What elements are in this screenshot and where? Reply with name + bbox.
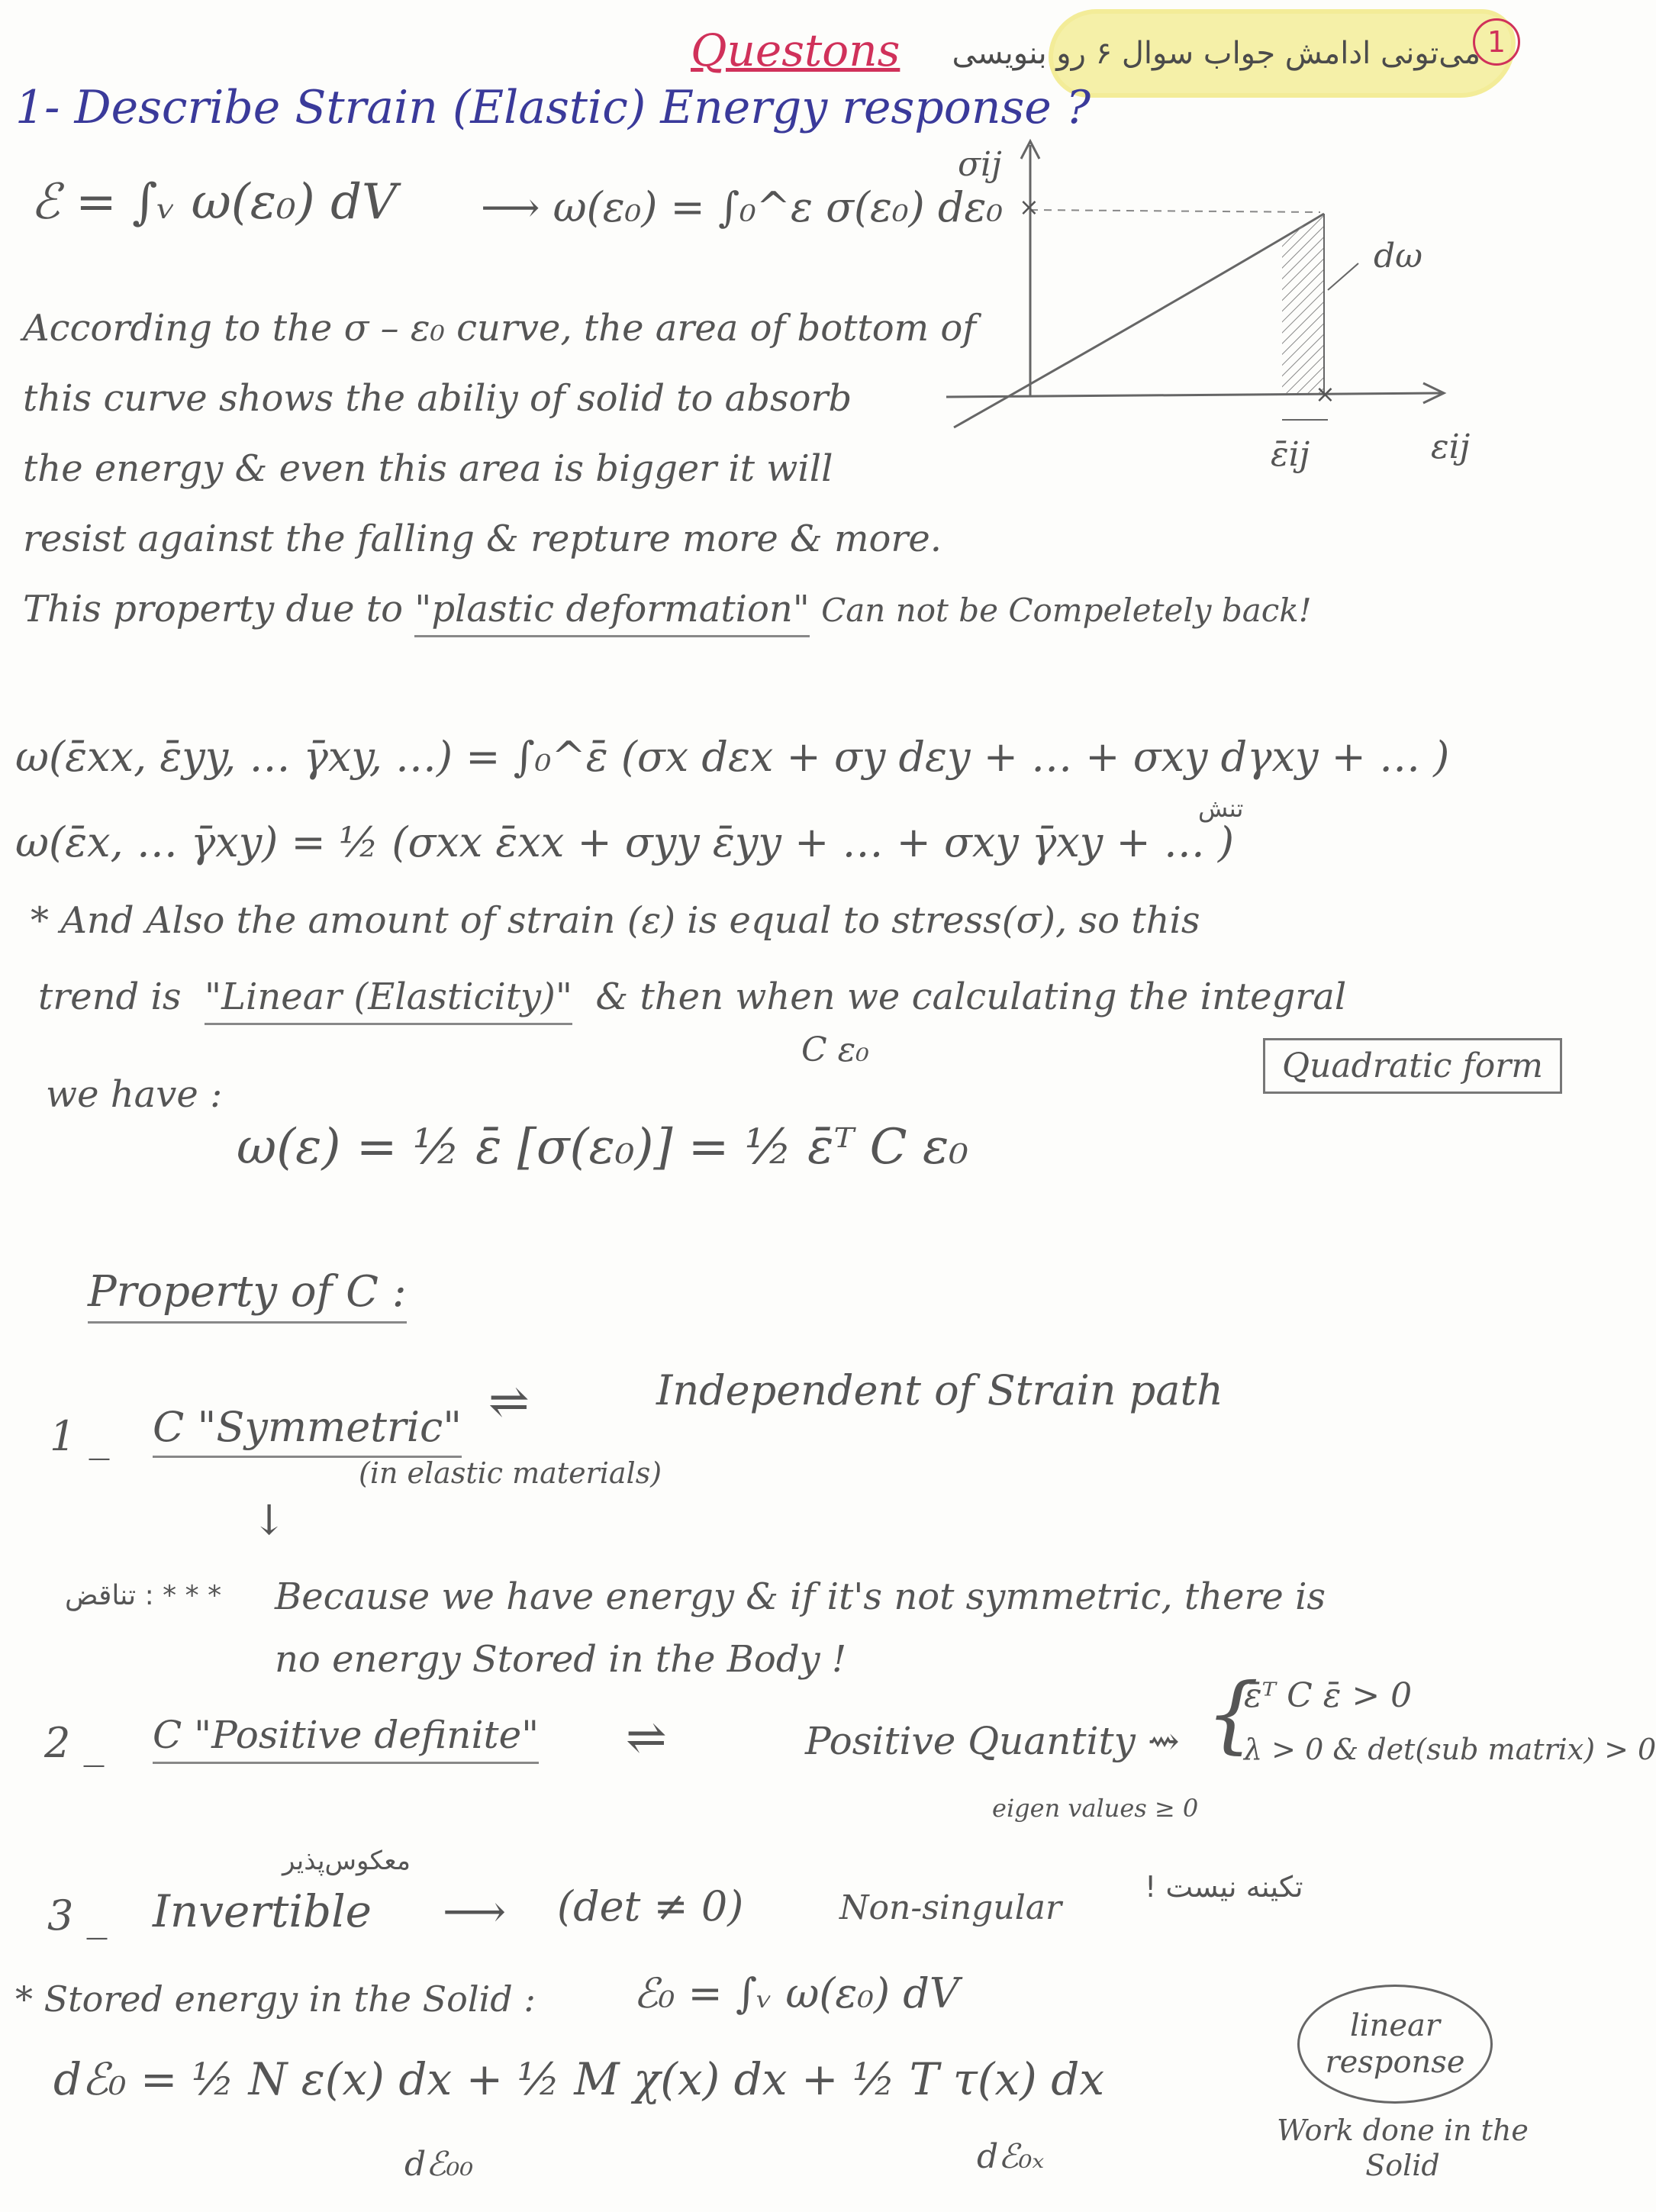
energy-shaded-area bbox=[1282, 214, 1324, 393]
then-calculating: & then when we calculating the integral bbox=[595, 975, 1347, 1018]
differential-subscript-2: dℰ₀ₓ bbox=[977, 2137, 1045, 2176]
strain-energy-general-equation: ω(ε̄xx, ε̄yy, … γ̄xy, …) = ∫₀^ε̄ (σx dεx + σy dεy + … + σxy dγxy + … ) bbox=[15, 733, 1450, 781]
property-1-number: 1 _ bbox=[50, 1412, 110, 1460]
property-2-number: 2 _ bbox=[44, 1719, 105, 1767]
property-3-persian-top: معکوس‌پذیر bbox=[282, 1846, 411, 1876]
property-heading: Property of C : bbox=[88, 1267, 407, 1324]
property-2-label: C "Positive definite" bbox=[153, 1713, 539, 1764]
property-2-condition-2: λ > 0 & det(sub matrix) > 0 bbox=[1244, 1733, 1656, 1766]
equivalence-arrow-2-icon: ⇌ bbox=[626, 1710, 667, 1766]
tick-mark: × bbox=[1019, 192, 1039, 221]
linear-response-oval: linear response bbox=[1297, 1985, 1493, 2104]
property-1-reason-1: Because we have energy & if it's not symmetric, there is bbox=[275, 1575, 1326, 1618]
property-2-condition-1: ε̄ᵀ C ε̄ > 0 bbox=[1244, 1676, 1413, 1715]
graph-xlabel: εij bbox=[1431, 427, 1471, 466]
we-have-label: we have : bbox=[46, 1073, 223, 1116]
graph-area-label: dω bbox=[1374, 237, 1423, 276]
property-1-reason-2: no energy Stored in the Body ! bbox=[275, 1638, 847, 1681]
differential-subscript-1: dℰ₀₀ bbox=[404, 2145, 474, 2184]
property-3-label: Invertible bbox=[153, 1885, 372, 1937]
paragraph-1-line-1: According to the σ – ε₀ curve, the area of bottom of bbox=[23, 307, 977, 350]
trend-is: trend is bbox=[38, 975, 182, 1018]
work-done-note bbox=[1273, 2113, 1532, 2183]
paragraph-2-line-1: * And Also the amount of strain (ε) is equal to stress(σ), so this bbox=[31, 899, 1200, 942]
energy-density-formula: ω(ε₀) = ∫₀^ε σ(ε₀) dε₀ bbox=[553, 183, 1004, 231]
plastic-deformation-term: "plastic deformation" bbox=[414, 588, 810, 637]
paragraph-1-line-2: this curve shows the abiliy of solid to absorb bbox=[23, 377, 852, 420]
graph-ylabel: σij bbox=[958, 145, 1002, 184]
arrow-icon: ⟶ bbox=[481, 183, 553, 231]
guide-line bbox=[1030, 210, 1320, 212]
sticky-note bbox=[952, 14, 1511, 93]
pointer-line bbox=[1328, 263, 1358, 290]
quadratic-form-box: Quadratic form bbox=[1263, 1038, 1562, 1094]
property-3-number: 3 _ bbox=[47, 1891, 108, 1940]
paragraph-1-line-3: the energy & even this area is bigger it will bbox=[23, 447, 833, 490]
property-1-persian: * * * : تناقض bbox=[65, 1580, 222, 1611]
page-number: 1 bbox=[1473, 18, 1520, 66]
stored-energy-line: * Stored energy in the Solid : bbox=[15, 1978, 536, 2020]
paragraph-1-line-4: resist against the falling & repture more & more. bbox=[23, 518, 942, 560]
line5-ending: Can not be Compeletely back! bbox=[821, 592, 1312, 629]
c-epsilon-annotation: C ε₀ bbox=[801, 1030, 869, 1069]
down-arrow-icon: ↓ bbox=[252, 1496, 287, 1544]
work-done-text: Work done in the Solid bbox=[1277, 2114, 1529, 2182]
property-1-right: Independent of Strain path bbox=[656, 1366, 1223, 1414]
property-2-right: Positive Quantity ⇝ bbox=[805, 1719, 1180, 1763]
paragraph-2-line-2 bbox=[38, 962, 1346, 1032]
sticky-note-text: می‌تونی ادامش جواب سوال ۶ رو بنویسی bbox=[952, 36, 1480, 71]
implies-arrow-icon: ⟶ bbox=[443, 1885, 507, 1937]
line5-intro: This property due to bbox=[23, 588, 403, 630]
tick-mark-x: × bbox=[1315, 379, 1335, 408]
paragraph-1-line-5 bbox=[23, 574, 1312, 646]
persian-stress-note: تنش bbox=[1198, 794, 1244, 823]
property-1-label: C "Symmetric" bbox=[153, 1403, 462, 1458]
linear-elasticity-term: "Linear (Elasticity)" bbox=[205, 975, 572, 1025]
property-3-persian-right: تکینه نیست ! bbox=[1145, 1870, 1303, 1904]
energy-integral-equation: ℰ = ∫ᵥ ω(ε₀) dV bbox=[31, 174, 398, 231]
quadratic-energy-equation: ω(ε) = ½ ε̄ [σ(ε₀)] = ½ ε̄ᵀ C ε₀ bbox=[237, 1119, 968, 1175]
curly-brace-icon: { bbox=[1206, 1665, 1259, 1762]
strain-energy-half-equation: ω(ε̄x, … γ̄xy) = ½ (σxx ε̄xx + σyy ε̄yy + … + σxy γ̄xy + … ) bbox=[15, 818, 1235, 866]
graph-strain-mark: ε̄ij bbox=[1271, 435, 1310, 474]
energy-density-equation bbox=[481, 183, 1003, 231]
axes bbox=[946, 141, 1444, 403]
stored-energy-equation: ℰ₀ = ∫ᵥ ω(ε₀) dV bbox=[633, 1969, 959, 2017]
equivalence-arrow-icon: ⇌ bbox=[488, 1374, 530, 1430]
page-title: Questons bbox=[691, 24, 900, 76]
question-heading: 1- Describe Strain (Elastic) Energy response ? bbox=[15, 81, 1091, 134]
property-3-right: Non-singular bbox=[839, 1888, 1062, 1927]
property-3-det: (det ≠ 0) bbox=[557, 1882, 744, 1930]
property-1-subnote: (in elastic materials) bbox=[359, 1456, 662, 1490]
property-2-eigen-note: eigen values ≥ 0 bbox=[992, 1794, 1199, 1823]
differential-energy-equation: dℰ₀ = ½ N ε(x) dx + ½ M χ(x) dx + ½ T τ(x) dx bbox=[53, 2053, 1105, 2105]
stress-strain-graph bbox=[931, 122, 1511, 473]
